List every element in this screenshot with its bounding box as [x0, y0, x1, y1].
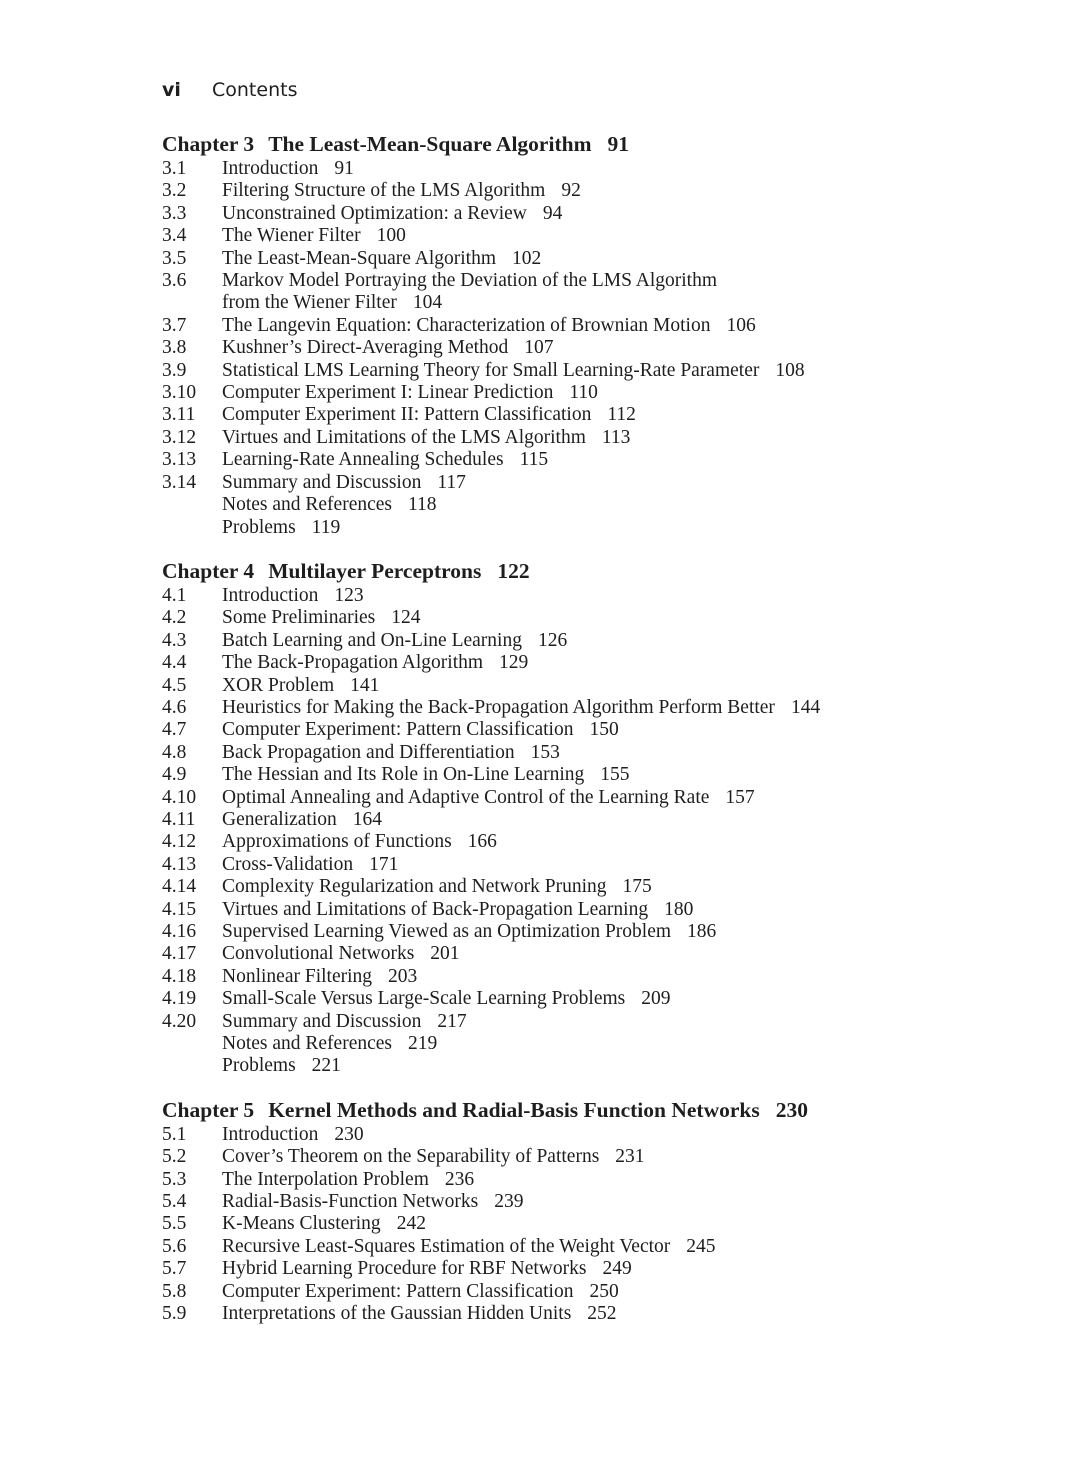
section-number: 3.8 [162, 337, 187, 359]
section-page: 175 [622, 876, 652, 898]
toc-entry [162, 1055, 1022, 1077]
entry-text [222, 742, 1022, 764]
section-number: 4.11 [162, 808, 196, 830]
section-number [162, 1055, 222, 1077]
entry-text [222, 809, 1022, 831]
section-title: The Interpolation Problem [222, 1168, 429, 1190]
section-number: 4.8 [162, 741, 187, 763]
toc-entry [162, 180, 1022, 202]
section-page: 153 [530, 741, 560, 763]
entry-text [222, 675, 1022, 697]
section-title: The Hessian and Its Role in On-Line Learning [222, 764, 585, 786]
section-title: K-Means Clustering [222, 1213, 381, 1235]
section-page: 117 [437, 471, 466, 493]
section-number: 3.14 [162, 471, 197, 493]
section-number: 4.19 [162, 988, 197, 1010]
section-title: Markov Model Portraying the Deviation of the LMS Algorithm [222, 270, 718, 292]
section-page: 217 [437, 1010, 467, 1032]
toc-entry [162, 1236, 1022, 1258]
section-title: The Least-Mean-Square Algorithm [222, 247, 496, 269]
section-page: 118 [408, 494, 437, 516]
toc-entry [162, 360, 1022, 382]
section-page: 115 [519, 449, 549, 471]
toc-entry [162, 876, 1022, 898]
section-title: Problems [222, 516, 296, 538]
chapter-heading [162, 557, 1022, 585]
toc-entry [162, 1146, 1022, 1168]
entry-text [222, 1124, 1022, 1146]
entry-text [222, 988, 1022, 1010]
section-page: 94 [542, 202, 563, 224]
toc-entry [162, 988, 1022, 1010]
section-title: Kushner’s Direct-Averaging Method [222, 337, 509, 359]
section-title: Batch Learning and On-Line Learning [222, 629, 522, 651]
section-page: 201 [430, 943, 460, 965]
toc-page [162, 76, 1022, 1344]
section-number: 3.13 [162, 449, 197, 471]
section-title: Problems [222, 1055, 296, 1077]
section-title: Cross-Validation [222, 853, 354, 875]
toc-entry [162, 1303, 1022, 1325]
section-number: 4.9 [162, 764, 187, 786]
section-number: 4.20 [162, 1010, 197, 1032]
section-title: Virtues and Limitations of the LMS Algorithm [222, 426, 586, 448]
section-number: 5.4 [162, 1191, 187, 1213]
section-page: 92 [561, 180, 581, 202]
toc-entry [162, 809, 1022, 831]
toc-entry [162, 225, 1022, 247]
entry-text [222, 449, 1022, 471]
section-title: Interpretations of the Gaussian Hidden Units [222, 1303, 572, 1325]
section-title: Supervised Learning Viewed as an Optimization Problem [222, 921, 672, 942]
section-number: 3.11 [162, 404, 196, 426]
toc-entry [162, 1124, 1022, 1146]
entry-text [222, 1213, 1022, 1235]
toc-entry [162, 787, 1022, 809]
entry-text [222, 787, 1022, 809]
section-number: 4.12 [162, 831, 197, 853]
toc-entry [162, 1033, 1022, 1055]
section-title: Nonlinear Filtering [222, 965, 373, 987]
section-page: 126 [537, 629, 568, 651]
section-page: 180 [664, 898, 694, 920]
section-title: Generalization [222, 808, 337, 830]
entry-text [222, 158, 1022, 180]
section-title: Statistical LMS Learning Theory for Small Learning-Rate Parameter [222, 359, 760, 381]
entry-text [222, 203, 1022, 225]
section-page: 108 [775, 359, 805, 381]
section-number: 3.3 [162, 202, 187, 224]
section-number: 3.10 [162, 382, 197, 404]
section-title: Notes and References [222, 1033, 393, 1055]
section-title: Hybrid Learning Procedure for RBF Networks [222, 1258, 587, 1280]
section-number: 3.1 [162, 158, 187, 179]
entry-text [222, 831, 1022, 853]
section-number: 3.12 [162, 426, 197, 448]
section-page: 230 [334, 1123, 364, 1145]
section-number: 4.15 [162, 898, 197, 920]
section-number: 5.9 [162, 1303, 187, 1325]
toc-entry [162, 966, 1022, 988]
entry-text [222, 1191, 1022, 1213]
section-number: 4.4 [162, 652, 187, 674]
entry-text [222, 472, 1022, 494]
section-title: Recursive Least-Squares Estimation of the Weight Vector [222, 1235, 671, 1257]
section-page: 102 [512, 247, 542, 269]
section-page: 141 [350, 674, 380, 696]
entry-text [222, 427, 1022, 449]
entry-text [222, 652, 1022, 674]
section-title: Computer Experiment I: Linear Prediction [222, 382, 554, 404]
chapter-page: 91 [607, 132, 629, 156]
entry-text [222, 719, 1022, 741]
section-page: 249 [602, 1258, 632, 1280]
section-number [162, 494, 222, 516]
page-folio: vi [162, 79, 181, 101]
section-page: 124 [391, 607, 421, 629]
entry-text [222, 585, 1022, 607]
toc-entry [162, 517, 1022, 539]
chapter-title: Multilayer Perceptrons [268, 558, 482, 583]
toc-entry [162, 1281, 1022, 1303]
section-page: 129 [499, 652, 529, 674]
toc-entry [162, 1213, 1022, 1235]
entry-text [222, 1033, 1022, 1055]
section-title: Notes and References [222, 494, 393, 516]
section-number: 4.13 [162, 853, 197, 875]
section-title: Complexity Regularization and Network Pruning [222, 876, 607, 898]
section-page: 110 [569, 382, 598, 404]
running-head-title: Contents [212, 79, 298, 101]
entry-text [222, 1281, 1022, 1303]
section-title: Introduction [222, 158, 319, 179]
section-page: 252 [587, 1303, 617, 1325]
section-page: 119 [311, 516, 341, 538]
toc-entry [162, 1258, 1022, 1280]
entry-text [222, 494, 1022, 516]
section-title: The Wiener Filter [222, 225, 361, 247]
section-number: 4.17 [162, 943, 197, 965]
section-title: Introduction [222, 584, 319, 606]
section-number: 5.3 [162, 1168, 187, 1190]
section-number: 5.2 [162, 1146, 187, 1168]
toc-entry [162, 337, 1022, 359]
section-number: 3.9 [162, 359, 187, 381]
entry-text [222, 248, 1022, 270]
entry-text [222, 1169, 1022, 1191]
toc-entry [162, 585, 1022, 607]
section-page: 91 [334, 158, 354, 179]
toc-entry [162, 158, 1022, 180]
section-title: Computer Experiment: Pattern Classification [222, 719, 574, 741]
section-number: 4.7 [162, 719, 187, 741]
section-page: 166 [467, 831, 497, 853]
toc-entry [162, 921, 1022, 943]
chapter-label: Chapter 5 [162, 1097, 255, 1122]
entry-text [222, 876, 1022, 898]
section-page: 242 [396, 1213, 426, 1235]
section-title: Filtering Structure of the LMS Algorithm [222, 180, 546, 202]
entry-text-continuation [222, 292, 1022, 314]
section-number: 4.5 [162, 674, 187, 696]
chapter-title: The Least-Mean-Square Algorithm [268, 132, 592, 156]
entry-text [222, 607, 1022, 629]
entry-text [222, 921, 1022, 943]
section-title: XOR Problem [222, 674, 335, 696]
toc-entry [162, 1011, 1022, 1033]
section-number [162, 517, 222, 539]
section-number: 5.8 [162, 1280, 187, 1302]
section-page: 209 [641, 988, 671, 1010]
section-page: 250 [589, 1280, 619, 1302]
section-page: 186 [687, 921, 717, 942]
section-number: 4.10 [162, 786, 197, 808]
entry-text [222, 1258, 1022, 1280]
toc-entry [162, 1169, 1022, 1191]
chapter-page: 122 [497, 558, 530, 583]
section-title: The Back-Propagation Algorithm [222, 652, 484, 674]
section-page: 123 [334, 584, 364, 606]
section-number: 3.4 [162, 225, 187, 247]
toc-entry [162, 719, 1022, 741]
section-title: Back Propagation and Differentiation [222, 741, 515, 763]
entry-text [222, 360, 1022, 382]
entry-text [222, 943, 1022, 965]
toc-entry [162, 652, 1022, 674]
chapter-label: Chapter 3 [162, 132, 255, 156]
section-number: 4.14 [162, 876, 197, 898]
section-title: Heuristics for Making the Back-Propagation Algorithm Perform Better [222, 696, 775, 718]
section-title: Approximations of Functions [222, 831, 452, 853]
entry-text [222, 697, 1022, 719]
section-title: Virtues and Limitations of Back-Propagation Learning [222, 898, 649, 920]
section-number: 4.18 [162, 965, 197, 987]
section-page: 107 [524, 337, 554, 359]
entry-text [222, 382, 1022, 404]
toc-entry [162, 943, 1022, 965]
section-number: 4.6 [162, 696, 187, 718]
entry-text [222, 1303, 1022, 1325]
section-title: Computer Experiment: Pattern Classification [222, 1280, 574, 1302]
toc-entry [162, 494, 1022, 516]
entry-text [222, 180, 1022, 202]
entry-text [222, 404, 1022, 426]
section-page: 150 [589, 719, 619, 741]
entry-text [222, 899, 1022, 921]
entry-text [222, 315, 1022, 337]
entry-text [222, 854, 1022, 876]
section-page: 239 [494, 1191, 524, 1213]
section-page: 157 [725, 786, 755, 808]
section-title: Radial-Basis-Function Networks [222, 1191, 479, 1213]
toc-entry [162, 404, 1022, 426]
section-number: 4.1 [162, 584, 187, 606]
toc-entry [162, 472, 1022, 494]
chapter-section [162, 1096, 1022, 1326]
toc-entry [162, 315, 1022, 337]
section-title: Cover’s Theorem on the Separability of Patterns [222, 1146, 600, 1168]
toc-entry [162, 630, 1022, 652]
section-number [162, 1033, 222, 1055]
section-title: Small-Scale Versus Large-Scale Learning Problems [222, 988, 626, 1010]
chapter-section [162, 557, 1022, 1078]
section-number: 5.6 [162, 1235, 187, 1257]
toc-entry [162, 449, 1022, 471]
toc-entry [162, 1191, 1022, 1213]
section-title: from the Wiener Filter [222, 292, 397, 314]
section-number: 3.7 [162, 314, 187, 336]
section-page: 236 [444, 1168, 475, 1190]
toc-entry [162, 248, 1022, 270]
section-title: Introduction [222, 1123, 319, 1145]
entry-text [222, 270, 1022, 292]
toc-entry [162, 427, 1022, 449]
section-page: 203 [388, 965, 418, 987]
section-number: 5.7 [162, 1258, 187, 1280]
chapter-page: 230 [775, 1097, 808, 1122]
section-number: 4.3 [162, 629, 187, 651]
section-number: 4.2 [162, 607, 187, 629]
toc-entry [162, 831, 1022, 853]
chapter-heading [162, 1096, 1022, 1124]
section-page: 104 [412, 292, 443, 314]
section-title: Convolutional Networks [222, 943, 415, 965]
chapter-title: Kernel Methods and Radial-Basis Function Networks [268, 1097, 760, 1122]
section-number: 3.2 [162, 180, 187, 202]
entry-text [222, 1236, 1022, 1258]
entry-text [222, 1146, 1022, 1168]
toc-entry [162, 270, 1022, 292]
section-title: Computer Experiment II: Pattern Classification [222, 404, 592, 426]
toc-entry [162, 742, 1022, 764]
toc-entry [162, 382, 1022, 404]
chapter-heading [162, 130, 1022, 158]
section-number [162, 292, 222, 314]
section-title: Unconstrained Optimization: a Review [222, 202, 527, 224]
section-number: 5.5 [162, 1213, 187, 1235]
section-title: Learning-Rate Annealing Schedules [222, 449, 504, 471]
section-page: 219 [408, 1033, 438, 1055]
chapter-label: Chapter 4 [162, 558, 255, 583]
section-page: 164 [352, 808, 383, 830]
section-page: 106 [726, 314, 756, 336]
toc-entry [162, 607, 1022, 629]
section-page: 231 [615, 1146, 645, 1168]
entry-text [222, 630, 1022, 652]
section-number: 5.1 [162, 1123, 187, 1145]
section-title: Some Preliminaries [222, 607, 376, 629]
section-title: Optimal Annealing and Adaptive Control of the Learning Rate [222, 786, 710, 808]
toc-entry [162, 764, 1022, 786]
toc-entry [162, 899, 1022, 921]
entry-text [222, 764, 1022, 786]
section-number: 4.16 [162, 921, 197, 942]
entry-text [222, 966, 1022, 988]
section-title: Summary and Discussion [222, 471, 422, 493]
chapter-section [162, 130, 1022, 539]
section-page: 112 [607, 404, 636, 426]
toc-entry [162, 292, 1022, 314]
entry-text [222, 1055, 1022, 1077]
section-page: 113 [601, 426, 631, 448]
section-number: 3.6 [162, 270, 187, 292]
entry-text [222, 225, 1022, 247]
section-title: Summary and Discussion [222, 1010, 422, 1032]
section-page: 155 [600, 764, 630, 786]
running-head [162, 76, 1022, 104]
section-page: 100 [376, 225, 406, 247]
toc-entry [162, 854, 1022, 876]
entry-text [222, 337, 1022, 359]
section-page: 221 [311, 1055, 341, 1077]
section-number: 3.5 [162, 247, 187, 269]
entry-text [222, 1011, 1022, 1033]
chapter-list [162, 130, 1022, 1326]
section-page: 171 [369, 853, 399, 875]
entry-text [222, 517, 1022, 539]
toc-entry [162, 203, 1022, 225]
section-page: 245 [686, 1235, 716, 1257]
toc-entry [162, 697, 1022, 719]
section-page: 144 [790, 696, 821, 718]
section-title: The Langevin Equation: Characterization of Brownian Motion [222, 314, 711, 336]
toc-entry [162, 675, 1022, 697]
